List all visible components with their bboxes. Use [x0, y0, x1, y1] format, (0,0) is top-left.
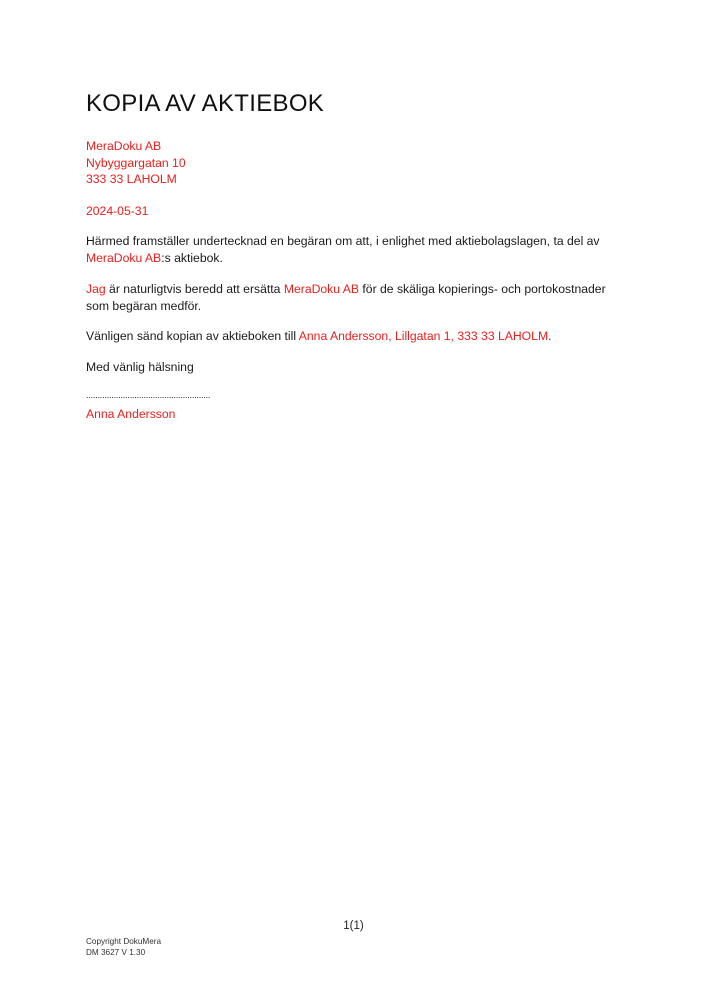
request-line-2 — [86, 250, 646, 267]
compensation-text-2: för de skäliga kopierings- och portokostnader — [359, 282, 606, 296]
sender-company: MeraDoku AB — [86, 139, 162, 153]
request-paragraph — [86, 233, 646, 266]
footer-copyright: Copyright DokuMera — [86, 937, 162, 946]
delivery-end: . — [548, 329, 552, 343]
delivery-line — [86, 328, 646, 345]
sender-street: Nybyggargatan 10 — [86, 155, 186, 170]
compensation-line-2: som begäran medför. — [86, 298, 202, 313]
request-company: MeraDoku AB — [86, 250, 162, 265]
compensation-text-1: är naturligtvis beredd att ersätta — [105, 282, 284, 296]
document-title: KOPIA AV AKTIEBOK — [86, 90, 325, 117]
compensation-paragraph — [86, 281, 646, 314]
signer-name: Anna Andersson — [86, 407, 176, 421]
sender-postal: 333 33 LAHOLM — [86, 172, 177, 187]
delivery-paragraph — [86, 328, 646, 345]
compensation-line-1 — [86, 281, 646, 298]
page-number: 1(1) — [343, 920, 364, 932]
closing-greeting: Med vänlig hälsning — [86, 360, 194, 374]
footer-version: DM 3627 V 1.30 — [86, 947, 146, 957]
request-line-1: Härmed framställer undertecknad en begäran om att, i enlighet med aktiebolagslagen, ta del av — [86, 234, 600, 248]
document-date: 2024-05-31 — [86, 204, 149, 218]
delivery-text: Vänligen sänd kopian av aktieboken till — [86, 329, 299, 343]
compensation-subject: Jag — [86, 282, 106, 296]
sender-address — [86, 138, 646, 188]
signature-line: ...................................................... — [86, 390, 211, 400]
delivery-recipient: Anna Andersson, Lillgatan 1, 333 33 LAHOLM — [298, 329, 549, 343]
request-suffix: :s aktiebok. — [161, 250, 223, 265]
compensation-company: MeraDoku AB — [283, 282, 360, 296]
document-footer — [86, 937, 161, 958]
